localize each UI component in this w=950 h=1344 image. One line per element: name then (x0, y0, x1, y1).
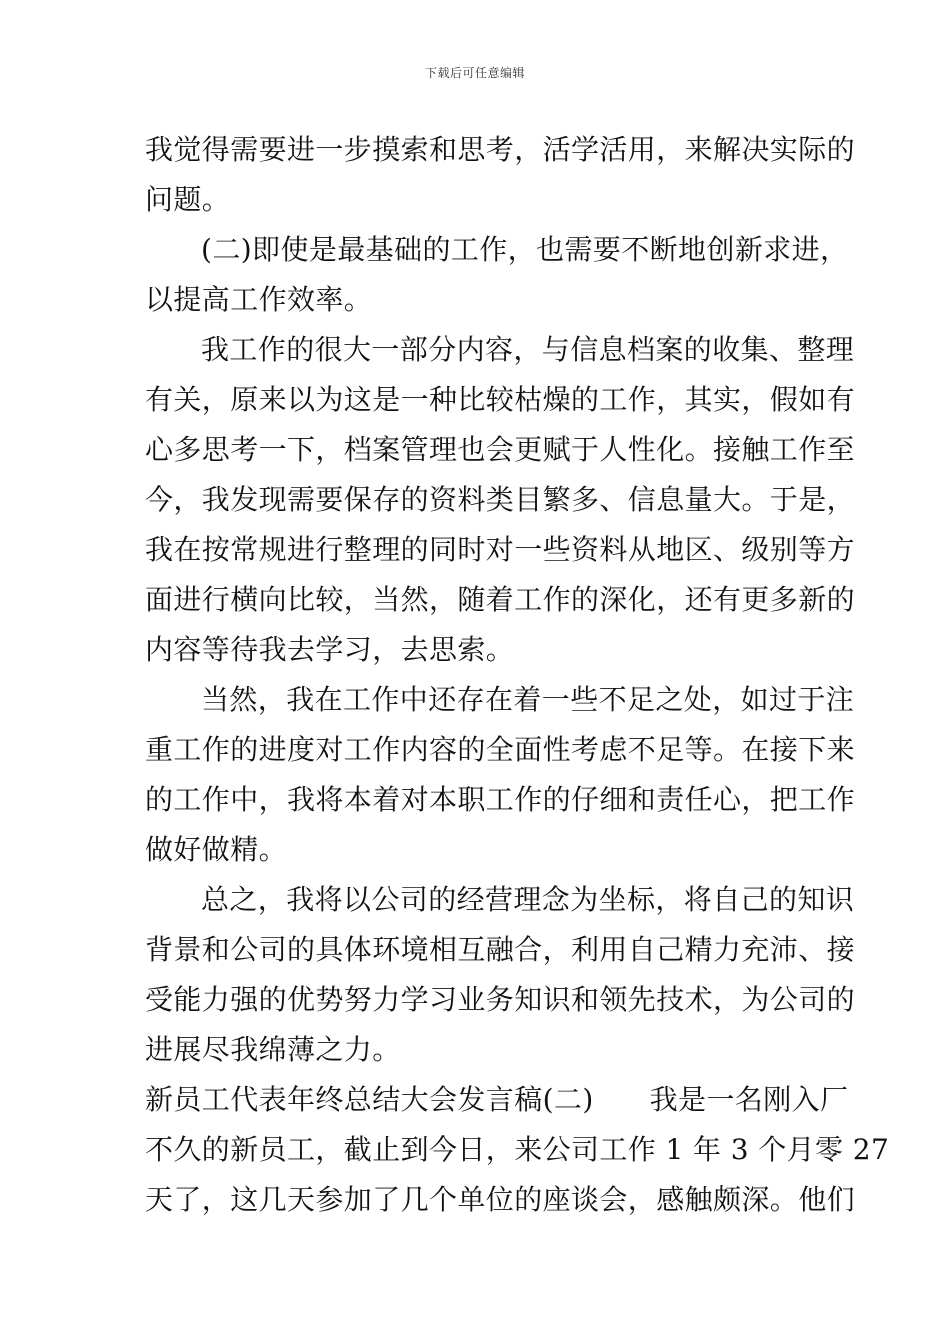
text-line: 内容等待我去学习，去思索。 (145, 633, 515, 666)
text-line: 总之，我将以公司的经营理念为坐标，将自己的知识 (201, 883, 855, 916)
paragraph (145, 675, 856, 875)
text-line: 问题。 (145, 183, 231, 216)
paragraph (145, 325, 856, 675)
text-line: 天了，这几天参加了几个单位的座谈会，感触颇深。他们 (145, 1183, 856, 1216)
paragraph (145, 125, 856, 225)
text-line: 我工作的很大一部分内容，与信息档案的收集、整理 (201, 333, 855, 366)
text-line: 做好做精。 (145, 833, 288, 866)
text-line: 背景和公司的具体环境相互融合，利用自己精力充沛、接 (145, 933, 856, 966)
text-line: 当然，我在工作中还存在着一些不足之处，如过于注 (201, 683, 855, 716)
text-line: 我觉得需要进一步摸索和思考，活学活用，来解决实际的 (145, 133, 856, 166)
text-line (145, 1075, 849, 1125)
text-line: 受能力强的优势努力学习业务知识和领先技术，为公司的 (145, 983, 856, 1016)
text-run: 我是一名刚入厂 (649, 1083, 849, 1116)
text-line: 重工作的进度对工作内容的全面性考虑不足等。在接下来 (145, 733, 856, 766)
document-body (145, 125, 890, 1225)
text-line: 今，我发现需要保存的资料类目繁多、信息量大。于是， (145, 483, 856, 516)
text-line: 面进行横向比较，当然，随着工作的深化，还有更多新的 (145, 583, 856, 616)
paragraph (145, 1075, 890, 1225)
paragraph (145, 225, 849, 325)
text-line: 进展尽我绵薄之力。 (145, 1033, 401, 1066)
text-line: 不久的新员工，截止到今日，来公司工作 1 年 3 个月零 27 (145, 1133, 890, 1166)
text-line: 以提高工作效率。 (145, 283, 373, 316)
text-line: 心多思考一下，档案管理也会更赋于人性化。接触工作至 (145, 433, 856, 466)
paragraph (145, 875, 856, 1075)
text-line: 我在按常规进行整理的同时对一些资料从地区、级别等方 (145, 533, 856, 566)
text-line: 的工作中，我将本着对本职工作的仔细和责任心，把工作 (145, 783, 856, 816)
text-line: 有关，原来以为这是一种比较枯燥的工作，其实，假如有 (145, 383, 856, 416)
text-line: (二)即使是最基础的工作，也需要不断地创新求进， (201, 233, 849, 266)
section-title: 新员工代表年终总结大会发言稿(二) (145, 1083, 594, 1116)
page-header: 下载后可任意编辑 (424, 66, 525, 80)
